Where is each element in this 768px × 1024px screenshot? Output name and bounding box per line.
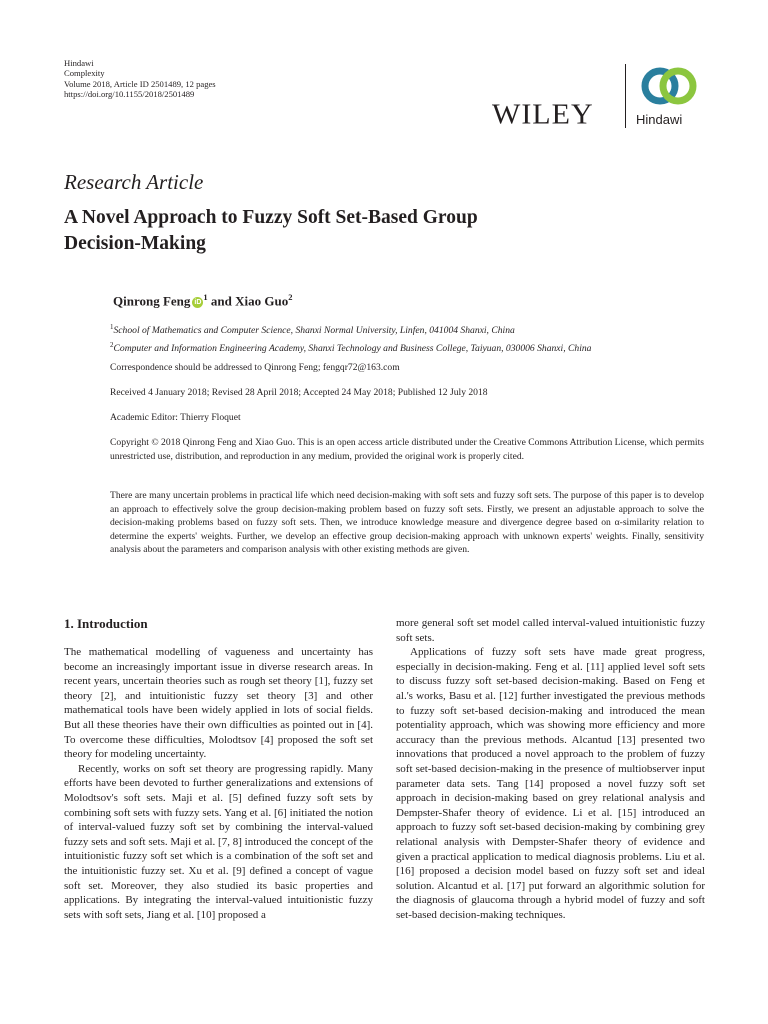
- journal-name: Complexity: [64, 68, 105, 79]
- publisher-logos: [492, 62, 712, 132]
- academic-editor: Academic Editor: Thierry Floquet: [110, 412, 241, 423]
- article-category: Research Article: [64, 170, 204, 194]
- article-title: [64, 205, 664, 257]
- publisher-name: Hindawi: [64, 58, 94, 68]
- paragraph: Applications of fuzzy soft sets have made great progress, especially in decision-making. Feng et al. [11] applied level soft sets to discuss fuzzy soft set-based decision-making. Based on Feng et al.'s works, Basu et al. [12] further investigated the previous methods to fuzzy soft set-based decision-making and introduced the mean potentiality approach, which was showing more efficiency and more accuracy than the previous methods. Alcantud [13] presented two innovations that produced a novel approach to the problem of fuzzy soft set-based decision-making in the presence of multiobserver input parameter data sets. Tang [14] proposed a novel fuzzy soft set approach in decision-making based on grey relational analysis and Dempster-Shafer theory of evidence. Li et al. [15] introduced an approach to fuzzy soft set-based decision-making by combining grey relational analysis with Dempster-Shafer theory of evidence and given a practical application to medical diagnosis problems. Liu et al. [16] proposed a decision model based on fuzzy soft set and ideal solution. Alcantud et al. [17] put forward an algorithmic solution for the diagnosis of glaucoma through a hybrid model of fuzzy and soft set-based decision-making techniques.: [396, 646, 705, 921]
- affiliation-1-text: School of Mathematics and Computer Science, Shanxi Normal University, Linfen, 041004 Shanxi, China: [113, 325, 515, 337]
- author-2-affil-mark: 2: [288, 292, 293, 302]
- affiliation-2-text: Computer and Information Engineering Academy, Shanxi Technology and Business College, Taiyuan, 030006 Shanxi, China: [113, 343, 592, 355]
- correspondence: Correspondence should be addressed to Qinrong Feng; fengqr72@163.com: [110, 362, 400, 373]
- orcid-icon[interactable]: iD: [194, 299, 202, 307]
- affiliation-1-mark: 1: [110, 323, 114, 331]
- affiliation-2-mark: 2: [110, 341, 114, 350]
- paragraph: Recently, works on soft set theory are progressing rapidly. Many efforts have been devoted to further generalizations and extensions of Molodtsov's soft sets. Maji et al. [5] defined fuzzy soft sets by combining soft sets with fuzzy sets. Yang et al. [6] initiated the notion of interval-valued fuzzy soft set by combining the interval-valued fuzzy sets and soft sets. Maji et al. [7, 8] introduced the concept of the intuitionistic fuzzy soft set which is a combination of the soft set and the intuitionistic fuzzy set. Xu et al. [9] defined a concept of vague soft set. Moreover, they also studied its basic properties and applications. By integrating the interval-valued intuitionistic fuzzy sets with soft sets, Jiang et al. [10] proposed a: [64, 762, 373, 921]
- volume-line: Volume 2018, Article ID 2501489, 12 pages: [64, 78, 216, 89]
- publication-dates: Received 4 January 2018; Revised 28 April 2018; Accepted 24 May 2018; Published 12 July 2018: [110, 387, 488, 398]
- logo-divider: [625, 64, 626, 128]
- wiley-logo: WILEY: [492, 98, 594, 131]
- affiliation-1: [110, 320, 710, 338]
- left-column: [64, 645, 373, 922]
- paragraph: The mathematical modelling of vagueness and uncertainty has become an increasingly important issue in diverse research areas. In recent years, uncertain theories such as rough set theory [1], fuzzy set theory [2], and intuitionistic fuzzy set theory [3] and other mathematical tools have been widely applied in lots of social fields. But all these theories have their own difficulties as pointed out in [4]. To overcome these difficulties, Molodtsov [4] proposed the soft set theory for modeling uncertainty.: [64, 646, 373, 761]
- doi-link[interactable]: https://doi.org/10.1155/2018/2501489: [64, 89, 195, 100]
- author-list: [113, 292, 292, 309]
- title-line-1: A Novel Approach to Fuzzy Soft Set-Based Group: [64, 207, 478, 228]
- author-1-name[interactable]: Qinrong Feng: [113, 293, 191, 309]
- section-heading: 1. Introduction: [64, 616, 148, 631]
- copyright-notice: Copyright © 2018 Qinrong Feng and Xiao Guo. This is an open access article distributed under the Creative Commons Attribution License, which permits unrestricted use, distribution, and reproduction in any medium, provided the original work is properly cited.: [110, 437, 704, 462]
- right-column: [396, 616, 705, 922]
- paragraph: more general soft set model called interval-valued intuitionistic fuzzy soft sets.: [396, 617, 705, 644]
- author-1-affil-mark: 1: [203, 292, 208, 302]
- journal-info: [64, 58, 216, 100]
- hindawi-logo-text: Hindawi: [636, 112, 683, 127]
- abstract: There are many uncertain problems in practical life which need decision-making with soft sets and fuzzy soft sets. The purpose of this paper is to develop an approach to effectively solve the group decision-making problem based on fuzzy soft sets. Firstly, we present an adjustable approach to solve the decision-making problems based on fuzzy soft sets. Then, we introduce knowledge measure and divergence degree based on α-similarity relation to determine the experts' weights. Further, we develop an effective group decision-making approach with unknown experts' weights. Finally, sensitivity analysis about the parameters and comparison analysis with other existing methods are given.: [110, 490, 704, 555]
- affiliation-2: [110, 338, 710, 356]
- hindawi-rings-icon: [638, 64, 700, 108]
- affiliations: [110, 320, 710, 356]
- author-conjunction: and: [210, 293, 232, 309]
- author-2-name[interactable]: Xiao Guo: [235, 293, 289, 309]
- title-line-2: Decision-Making: [64, 233, 206, 254]
